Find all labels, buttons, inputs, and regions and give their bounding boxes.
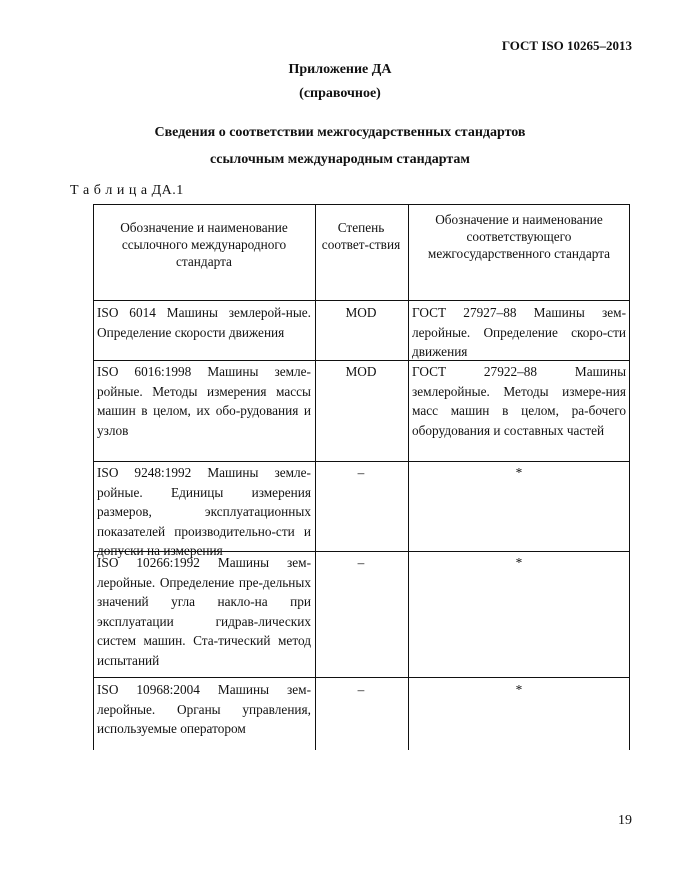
table-divider-2 <box>408 204 409 750</box>
row-line <box>93 677 630 678</box>
row-4-degree: – <box>357 555 365 570</box>
table-border-left <box>93 204 94 750</box>
header-interstate-standard: Обозначение и наименование соответствующего межгосударственного стандарта <box>427 212 611 261</box>
row-2-interstate: ГОСТ 27922–88 Машины землеройные. Методы измере-ния масс машин в целом, ра-бочего оборудования и составных частей <box>412 364 626 438</box>
row-5-interstate: * <box>515 682 523 697</box>
row-line <box>93 461 630 462</box>
header-bottom-line <box>93 300 630 301</box>
table-border-top <box>93 204 630 205</box>
document-id: ГОСТ ISO 10265–2013 <box>501 38 632 53</box>
appendix-type: (справочное) <box>299 86 381 101</box>
table-divider-1 <box>315 204 316 750</box>
row-2-intl: ISO 6016:1998 Машины земле-ройные. Методы измерения массы машин в целом, их обо-рудования и узлов <box>97 364 311 438</box>
section-title-line-2: ссылочным международным стандартам <box>210 152 470 167</box>
row-1-degree: MOD <box>345 305 377 320</box>
row-3-interstate: * <box>515 465 523 480</box>
row-4-intl: ISO 10266:1992 Машины зем-леройные. Определение пре-дельных значений угла накло-на при эксплуатации гидрав-лических систем машин. Ста-тический метод испытаний <box>97 555 311 668</box>
row-1-interstate: ГОСТ 27927–88 Машины зем-леройные. Определение скоро-сти движения <box>412 305 626 359</box>
table-border-right <box>629 204 630 750</box>
row-5-degree: – <box>357 682 365 697</box>
table-label: Т а б л и ц а ДА.1 <box>70 183 184 198</box>
row-3-degree: – <box>357 465 365 480</box>
header-degree: Степень соответ-ствия <box>321 220 401 252</box>
section-title-line-1: Сведения о соответствии межгосударственных стандартов <box>154 125 526 140</box>
row-3-intl: ISO 9248:1992 Машины земле-ройные. Единицы измерения размеров, эксплуатационных показателей производительно-сти и допуски на измерения <box>97 465 311 558</box>
row-5-intl: ISO 10968:2004 Машины зем-леройные. Органы управления, используемые оператором <box>97 682 311 736</box>
row-2-degree: MOD <box>345 364 377 379</box>
appendix-title: Приложение ДА <box>288 62 392 77</box>
row-1-intl: ISO 6014 Машины землерой-ные. Определение скорости движения <box>97 305 311 340</box>
header-intl-standard: Обозначение и наименование ссылочного международного стандарта <box>120 220 288 269</box>
row-4-interstate: * <box>515 555 523 570</box>
page-number: 19 <box>618 813 632 828</box>
